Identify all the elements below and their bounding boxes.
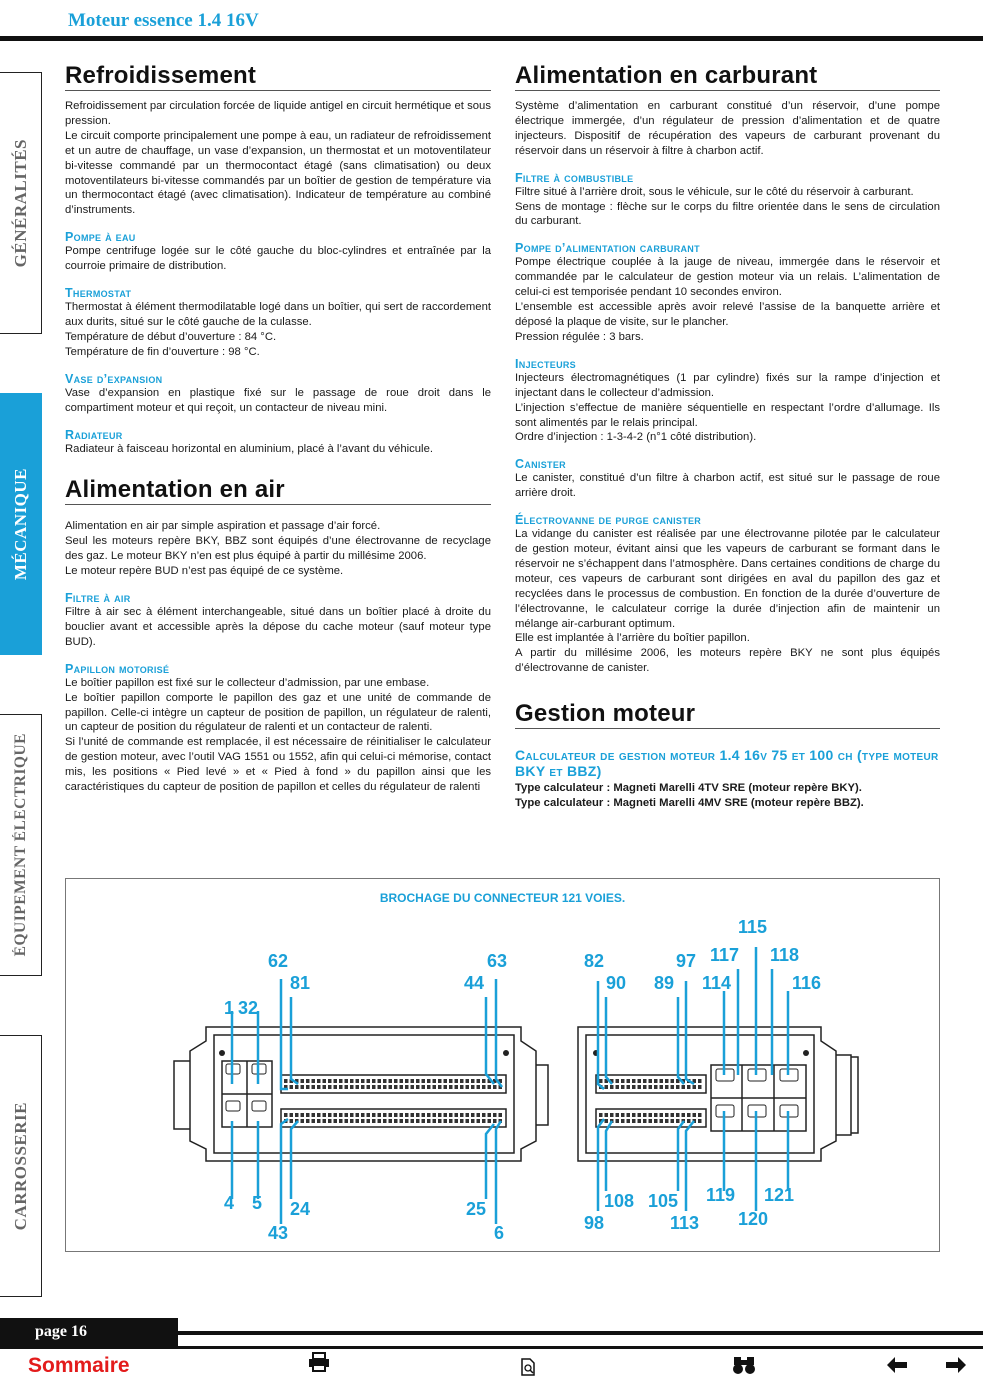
pin-label-98: 98 [584, 1213, 605, 1233]
subtitle-filtre-combustible: Filtre à combustible [515, 170, 634, 185]
section-title-alimentation-air: Alimentation en air [65, 476, 491, 505]
pin-label-6: 6 [494, 1223, 505, 1243]
paragraph-filtre-air: Filtre à air sec à élément interchangeable, situé dans un boîtier placé à droite du bouclier avant et accessible après la dépose du cache moteur (sauf moteur type BUD). [65, 606, 491, 648]
footer-rule [178, 1331, 983, 1335]
tab-equipement-electrique[interactable]: ÉQUIPEMENT ÉLECTRIQUE [0, 714, 42, 976]
pin-label-118: 118 [770, 945, 800, 965]
subtitle-injecteurs: Injecteurs [515, 356, 576, 371]
diagram-title: BROCHAGE DU CONNECTEUR 121 VOIES. [379, 891, 626, 905]
calculateur-type-bky: Type calculateur : Magneti Marelli 4TV SRE (moteur repère BKY). [515, 782, 862, 795]
pin-label-114: 114 [702, 973, 732, 993]
left-column [65, 62, 491, 795]
section-title-gestion-moteur: Gestion moteur [515, 700, 940, 729]
subtitle-calculateur: Calculateur de gestion moteur 1.4 16v 75 et 100 ch (type moteur BKY et BBZ) [515, 747, 939, 780]
paragraph-canister: Le canister, constitué d’un filtre à charbon actif, est situé sur le passage de roue arrière droit. [515, 472, 940, 500]
document-icon[interactable] [520, 1358, 536, 1382]
pin-label-82: 82 [584, 951, 605, 971]
paragraph-vase: Vase d’expansion en plastique fixé sur le passage de roue droit dans le compartiment moteur et qui reçoit, un contacteur de niveau mini. [65, 386, 491, 414]
pin-label-44: 44 [464, 973, 485, 993]
pin-label-63: 63 [487, 951, 508, 971]
paragraph-pompe-carburant: Pompe électrique couplée à la jauge de niveau, immergée dans le réservoir et commandée par le calculateur de gestion moteur via un relais. L’alimentation de celui-ci est temporisée pendant 10 secondes environ. L’ensemble est accessible après avoir relevé l’assise de la banquette arrière et déposé la plaque de visite, sur le plancher. Pression régulée : 3 bars. [515, 256, 940, 343]
pin-label-4: 4 [224, 1193, 235, 1213]
page-number-label: page 16 [0, 1318, 178, 1346]
pin-label-1: 1 [224, 998, 235, 1018]
paragraph-papillon: Le boîtier papillon est fixé sur le collecteur d’admission, par une embase. Le boîtier papillon comporte le papillon des gaz et une unité de commande de papillon. Celle-ci intègre un capteur de position de papillon, un régulateur de ralenti, un capteur de position du régulateur de ralenti et un contacteur de ralenti. Si l’unité de commande est remplacée, il est nécessaire de réinitialiser le calculateur de gestion moteur, avec l’outil VAG 1551 ou 1552, afin qui celui-ci mémorise, contact mis, les positions « Pied levé » et « Pied à fond » du papillon ainsi que les caractéristiques du capteur de position de papillon et celles du régulateur de ralenti [65, 676, 491, 794]
pin-label-116: 116 [792, 973, 822, 993]
pin-label-108: 108 [604, 1191, 635, 1211]
pin-label-117: 117 [710, 945, 740, 965]
pin-label-115: 115 [738, 917, 768, 937]
pin-label-113: 113 [670, 1213, 700, 1233]
binoculars-icon[interactable] [732, 1355, 756, 1381]
subtitle-electrovanne: Électrovanne de purge canister [515, 513, 702, 528]
subtitle-thermostat: Thermostat [65, 286, 132, 301]
pin-label-32: 32 [238, 998, 259, 1018]
pin-label-120: 120 [738, 1209, 769, 1229]
subtitle-pompe-eau: Pompe à eau [65, 230, 136, 245]
pin-label-24: 24 [290, 1199, 311, 1219]
calculateur-type-bbz: Type calculateur : Magneti Marelli 4MV SRE (moteur repère BBZ). [515, 797, 864, 810]
pin-label-43: 43 [268, 1223, 289, 1243]
printer-icon[interactable] [308, 1352, 330, 1378]
paragraph-refroidissement: Refroidissement par circulation forcée de liquide antigel en circuit hermétique et sous pression. Le circuit comporte principalement une pompe à eau, un radiateur de refroidissement et un autre de chauffage, un vase d’expansion, un thermostat et un motoventilateur bi-vitesse commandé par un thermocontact étagé (sans climatisation) ou deux motoventilateurs bi-vitesse commandés par un boîtier de gestion de température via un thermocontact étagé (avec climatisation). Indicateur de température au combiné d’instruments. [65, 100, 491, 217]
header-title: Moteur essence 1.4 16V [68, 10, 259, 31]
tab-carrosserie[interactable]: CARROSSERIE [0, 1035, 42, 1297]
tab-mecanique[interactable]: MÉCANIQUE [0, 393, 42, 655]
pin-label-90: 90 [606, 973, 627, 993]
footer-shadow [0, 1346, 983, 1349]
pin-label-81: 81 [290, 973, 311, 993]
pin-label-121: 121 [764, 1185, 795, 1205]
subtitle-canister: Canister [515, 457, 566, 472]
subtitle-radiateur: Radiateur [65, 427, 123, 442]
paragraph-carburant: Système d’alimentation en carburant constitué d’un réservoir, d’une pompe électrique immergée, d’un régulateur de pression d’alimentation et de quatre injecteurs. Dispositif de récupération des vapeurs de carburant provenant du réservoir dans un réservoir à filtre à charbon actif. [515, 100, 940, 157]
subtitle-filtre-air: Filtre à air [65, 591, 131, 606]
arrow-right-icon[interactable] [945, 1356, 967, 1380]
section-title-carburant: Alimentation en carburant [515, 62, 940, 91]
paragraph-thermostat: Thermostat à élément thermodilatable logé dans un boîtier, qui sert de raccordement aux durits, situé sur le côté gauche de la culasse. Température de début d’ouverture : 84 °C. Température de fin d’ouverture : 98 °C. [65, 301, 491, 358]
connector-drawing [66, 879, 941, 1253]
pin-label-105: 105 [648, 1191, 679, 1211]
section-title-refroidissement: Refroidissement [65, 62, 491, 91]
right-column [515, 62, 940, 811]
paragraph-alimentation-air: Alimentation en air par simple aspiration et passage d’air forcé. Seul les moteurs repère BKY, BBZ sont équipés d’une électrovanne de recyclage des gaz. Le moteur BKY n’en est plus équipé à partir du millésime 2006. Le moteur repère BUD n’est pas équipé de ce système. [65, 520, 491, 578]
sommaire-link[interactable]: Sommaire [28, 1354, 130, 1377]
pin-label-5: 5 [252, 1193, 263, 1213]
connector-diagram [65, 878, 940, 1252]
paragraph-injecteurs: Injecteurs électromagnétiques (1 par cylindre) fixés sur la rampe d’injection et injectant dans le collecteur d’admission. L’injection s’effectue de manière séquentielle en respectant l’ordre d’allumage. Ils sont alimentés par le relais principal. Ordre d’injection : 1-3-4-2 (n°1 côté distribution). [515, 371, 940, 444]
arrow-left-icon[interactable] [886, 1356, 908, 1380]
subtitle-pompe-carburant: Pompe d’alimentation carburant [515, 241, 700, 256]
paragraph-radiateur: Radiateur à faisceau horizontal en aluminium, placé à l’avant du véhicule. [65, 442, 433, 455]
header-rule [0, 36, 983, 41]
tab-generalites[interactable]: GÉNÉRALITÉS [0, 72, 42, 334]
subtitle-vase: Vase d’expansion [65, 371, 163, 386]
pin-label-119: 119 [706, 1185, 736, 1205]
pin-label-62: 62 [268, 951, 289, 971]
pin-label-97: 97 [676, 951, 697, 971]
paragraph-pompe-eau: Pompe centrifuge logée sur le côté gauche du bloc-cylindres et entraînée par la courroie primaire de distribution. [65, 245, 491, 273]
paragraph-filtre-combustible: Filtre situé à l’arrière droit, sous le véhicule, sur le côté du réservoir à carburant. Sens de montage : flèche sur le corps du filtre orientée dans le sens de circulation du carburant. [515, 185, 940, 228]
subtitle-papillon: Papillon motorisé [65, 661, 170, 676]
pin-label-89: 89 [654, 973, 675, 993]
pin-label-25: 25 [466, 1199, 487, 1219]
paragraph-electrovanne: La vidange du canister est réalisée par une électrovanne pilotée par le calculateur de gestion moteur, évitant ainsi que les vapeurs de carburant se formant dans le réservoir ne s’échappent dans l’atmosphère. Dans certaines conditions de charge du moteur, ces vapeurs de carburant sont dirigées en aval du papillon des gaz et recyclées dans le processus de combustion. En fonction de la durée d’ouverture de l’électrovanne, le calculateur corrige la durée d’injection afin de maintenir un mélange air-carburant optimum. Elle est implantée à l’arrière du boîtier papillon. A partir du millésime 2006, les moteurs repère BKY ne sont plus équipés d’électrovanne de canister. [515, 528, 940, 675]
